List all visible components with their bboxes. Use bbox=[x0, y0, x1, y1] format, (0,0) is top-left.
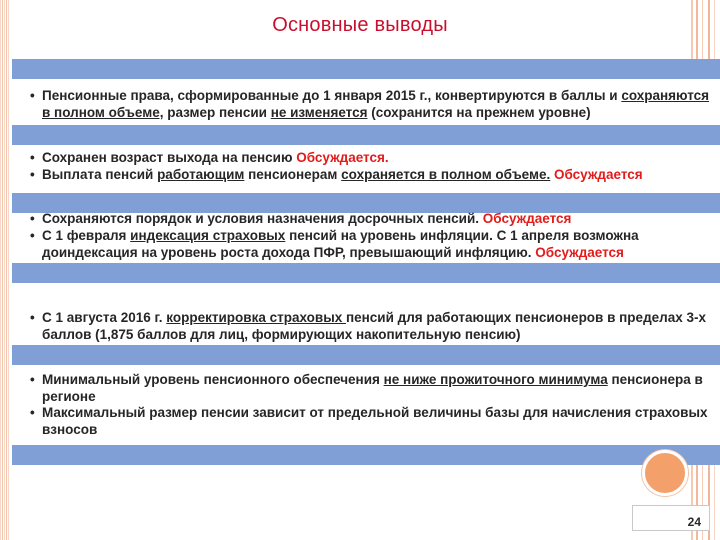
bullet-text bbox=[30, 166, 714, 183]
bullet-item bbox=[30, 371, 714, 405]
divider-stripe bbox=[12, 125, 720, 145]
bullet-dot: • bbox=[30, 88, 35, 103]
bullet-dot: • bbox=[30, 310, 35, 325]
bullet-item bbox=[30, 309, 714, 343]
underlined-text: индексация страховых bbox=[130, 228, 286, 243]
text-segment: пенсионера в регионе bbox=[42, 372, 703, 404]
bullet-item bbox=[30, 227, 714, 261]
text-segment: С 1 февраля bbox=[42, 228, 131, 243]
bullet-dot: • bbox=[30, 405, 35, 420]
text-segment: Пенсионные права, сформированные до 1 января 2015 г., конвертируются в баллы и bbox=[42, 88, 622, 103]
text-segment: (сохранится на прежнем уровне) bbox=[367, 105, 591, 120]
underlined-text: работающим bbox=[157, 167, 245, 182]
bullet-text bbox=[30, 210, 714, 227]
divider-stripe bbox=[12, 345, 720, 365]
underlined-text: корректировка страховых bbox=[166, 310, 346, 325]
underlined-text: сохраняется в полном объеме. bbox=[341, 167, 551, 182]
page-number: 24 bbox=[632, 505, 710, 531]
divider-stripe bbox=[12, 59, 720, 79]
left-decorative-border bbox=[0, 0, 9, 540]
bullet-text bbox=[30, 149, 714, 166]
bullet-dot: • bbox=[30, 150, 35, 165]
bullet-item bbox=[30, 210, 714, 227]
bullet-text bbox=[30, 227, 714, 261]
status-note: Обсуждается. bbox=[296, 150, 389, 165]
underlined-text: сохраняются в полном объеме, bbox=[42, 88, 710, 120]
bullet-item bbox=[30, 404, 714, 438]
text-segment: Сохранен возраст выхода на пенсию bbox=[42, 150, 297, 165]
text-segment: пенсий для работающих пенсионеров в пределах 3-х баллов (1,875 баллов для лиц, формирующих накопительную пенсию) bbox=[42, 310, 706, 342]
status-note: Обсуждается bbox=[550, 167, 643, 182]
bullet-text bbox=[30, 371, 714, 405]
text-segment: Выплата пенсий bbox=[42, 167, 158, 182]
bullet-dot: • bbox=[30, 167, 35, 182]
text-segment: пенсионерам bbox=[244, 167, 342, 182]
status-note: Обсуждается bbox=[482, 211, 572, 226]
status-note: Обсуждается bbox=[535, 245, 624, 260]
divider-stripe bbox=[12, 445, 720, 465]
bullet-text bbox=[30, 309, 714, 343]
content-box bbox=[12, 59, 720, 465]
underlined-text: не изменяется bbox=[270, 105, 368, 120]
bullet-item bbox=[30, 149, 714, 166]
bullet-dot: • bbox=[30, 372, 35, 387]
text-segment: Минимальный уровень пенсионного обеспечения bbox=[42, 372, 384, 387]
bullet-item bbox=[30, 166, 714, 183]
bullet-item bbox=[30, 87, 714, 121]
slide-title: Основные выводы bbox=[272, 14, 448, 36]
bullet-dot: • bbox=[30, 228, 35, 243]
text-segment: С 1 августа 2016 г. bbox=[42, 310, 167, 325]
text-segment: размер пенсии bbox=[163, 105, 271, 120]
bullet-text bbox=[30, 404, 714, 438]
text-segment: Сохраняются порядок и условия назначения досрочных пенсий. bbox=[42, 211, 483, 226]
bullet-dot: • bbox=[30, 211, 35, 226]
text-segment: Максимальный размер пенсии зависит от предельной величины базы для начисления страховых взносов bbox=[42, 405, 708, 437]
decorative-circle bbox=[642, 450, 688, 496]
bullet-text bbox=[30, 87, 714, 121]
underlined-text: не ниже прожиточного минимума bbox=[383, 372, 608, 387]
divider-stripe bbox=[12, 263, 720, 283]
text-segment: пенсий на уровень инфляции. С 1 апреля возможна доиндексация на уровень роста дохода ПФР, превышающий инфляцию. bbox=[42, 228, 639, 260]
